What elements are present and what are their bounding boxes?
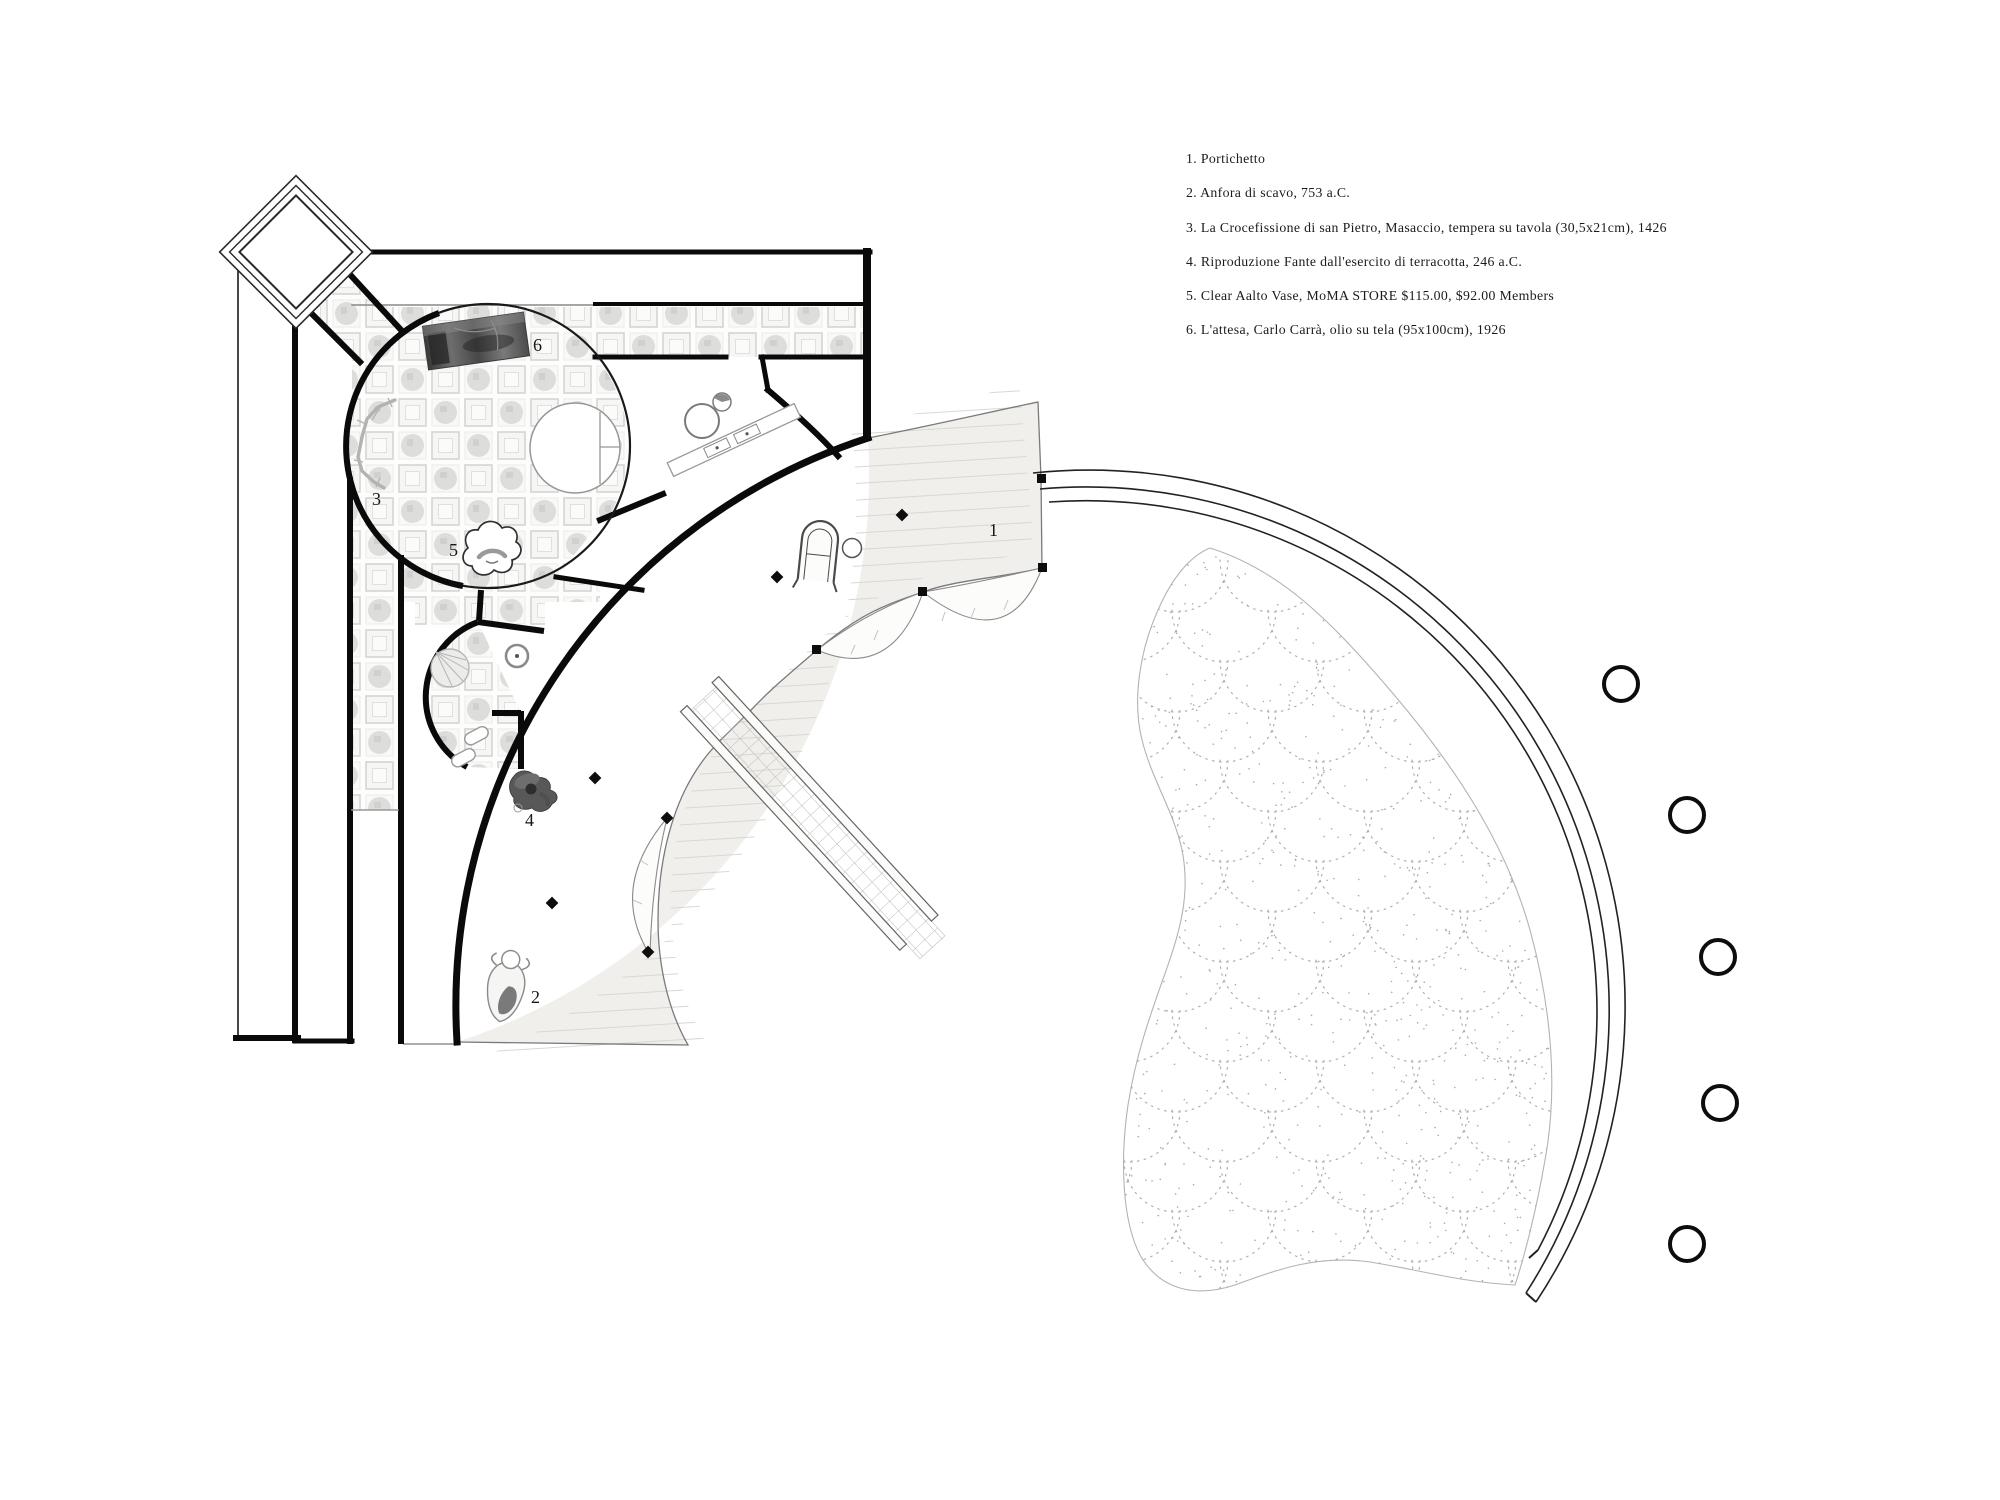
- legend: [1186, 142, 1956, 348]
- side-table: [843, 539, 862, 558]
- round-basin: [685, 404, 719, 438]
- plan-label-4: 4: [525, 810, 534, 830]
- column-2: [1670, 798, 1704, 832]
- legend-item-4: 4. Riproduzione Fante dall'esercito di terracotta, 246 a.C.: [1186, 253, 1523, 269]
- legend-item-6: 6. L'attesa, Carlo Carrà, olio su tela (95x100cm), 1926: [1186, 322, 1506, 338]
- statue-4-warrior: [510, 770, 558, 812]
- plan-label-3: 3: [372, 489, 381, 509]
- plan-label-5: 5: [449, 540, 458, 560]
- amphora-2: [481, 947, 531, 1025]
- round-table: [530, 403, 620, 493]
- aalto-vase-5: [463, 521, 521, 575]
- legend-item-5: 5. Clear Aalto Vase, MoMA STORE $115.00, $92.00 Members: [1186, 288, 1555, 304]
- column-4: [1703, 1086, 1737, 1120]
- upper-restroom: [667, 393, 800, 476]
- column-3: [1701, 940, 1735, 974]
- toilet-drain-icon: [515, 654, 519, 658]
- column-5: [1670, 1227, 1704, 1261]
- restroom-upper-stub: [762, 357, 768, 390]
- pond: [1028, 545, 1660, 1362]
- legend-item-3: 3. La Crocefissione di san Pietro, Masaccio, tempera su tavola (30,5x21cm), 1426: [1186, 219, 1667, 235]
- plan-label-6: 6: [533, 335, 542, 355]
- plan-label-2: 2: [531, 987, 540, 1007]
- benches: [633, 568, 1042, 955]
- column-1: [1604, 667, 1638, 701]
- plan-label-1: 1: [989, 520, 998, 540]
- legend-item-1: 1. Portichetto: [1186, 151, 1266, 166]
- armchair: [793, 519, 844, 592]
- legend-item-2: 2. Anfora di scavo, 753 a.C.: [1186, 185, 1351, 201]
